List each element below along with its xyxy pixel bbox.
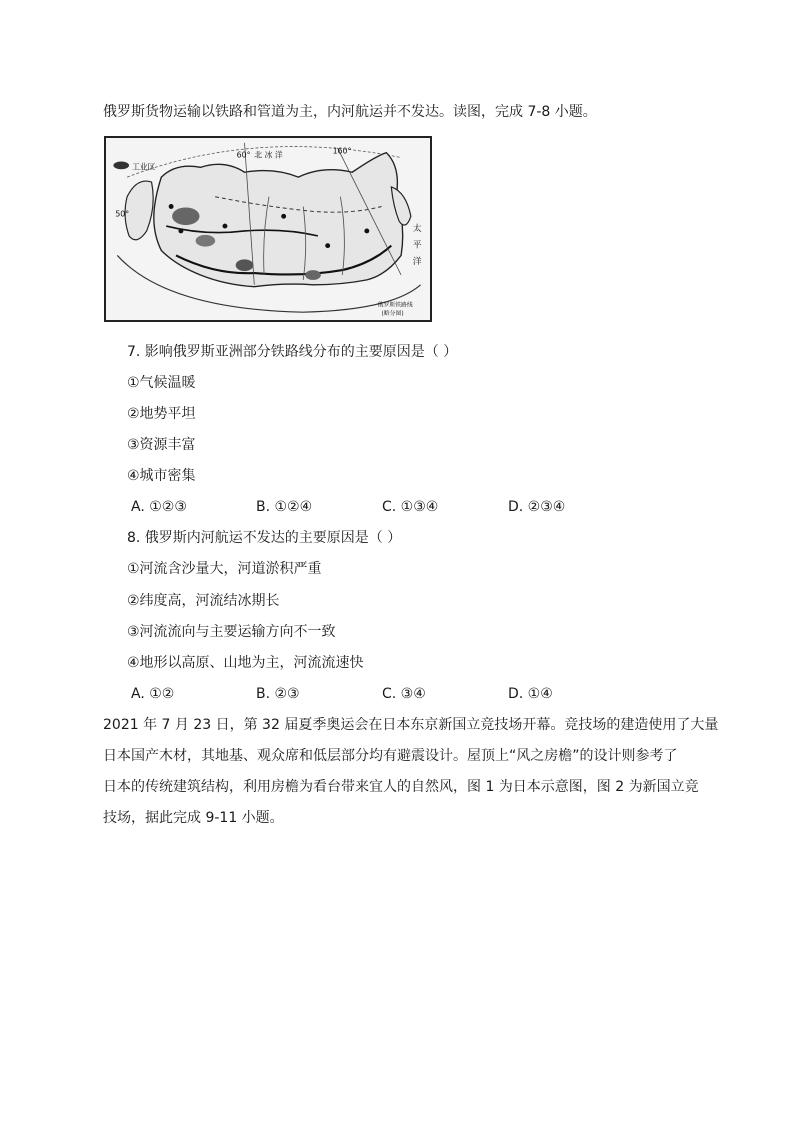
pacific-char-1: 太 — [412, 223, 422, 234]
question-8-stem: 8. 俄罗斯内河航运不发达的主要原因是（ ） — [127, 530, 402, 546]
q8-item-2: ②纬度高，河流结冰期长 — [127, 593, 280, 609]
industrial-legend-swatch — [113, 161, 129, 169]
intro-text: 俄罗斯货物运输以铁路和管道为主，内河航运并不发达。读图，完成 7-8 小题。 — [103, 104, 597, 120]
railway-note-2: (略分图) — [381, 311, 404, 318]
arctic-ocean-label: 北 冰 洋 — [254, 150, 283, 160]
q7-item-2: ②地势平坦 — [127, 406, 196, 422]
q8-item-4: ④地形以高原、山地为主，河流流速快 — [127, 655, 364, 671]
q8-item-1: ①河流含沙量大，河道淤积严重 — [127, 561, 322, 577]
q7-item-1: ①气候温暖 — [127, 375, 196, 391]
passage-line-3: 日本的传统建筑结构，利用房檐为看台带来宜人的自然风，图 1 为日本示意图，图 2 为新国立竞 — [103, 779, 699, 795]
q7-choice-a: A. ①②③ — [131, 499, 187, 515]
q8-choice-c: C. ③④ — [382, 686, 426, 702]
pacific-char-3: 洋 — [412, 257, 422, 268]
q7-choice-c: C. ①③④ — [382, 499, 439, 515]
q7-item-3: ③资源丰富 — [127, 437, 196, 453]
q7-choice-d: D. ②③④ — [508, 499, 566, 515]
q8-choice-b: B. ②③ — [256, 686, 300, 702]
lat-60-label: 60° — [236, 150, 251, 160]
q7-choice-b: B. ①②④ — [256, 499, 313, 515]
map-figure — [106, 138, 430, 320]
passage-line-4: 技场，据此完成 9-11 小题。 — [103, 810, 284, 826]
railway-note-1: 俄罗斯铁路线 — [377, 302, 413, 309]
legend-industrial-label: 工业区 — [131, 162, 156, 172]
pacific-char-2: 平 — [412, 240, 422, 251]
passage-line-2: 日本国产木材，其地基、观众席和低层部分均有避震设计。屋顶上“风之房檐”的设计则参考了 — [103, 748, 678, 764]
q7-item-4: ④城市密集 — [127, 468, 196, 484]
russia-railway-map — [104, 136, 432, 322]
lat-50-label: 50° — [115, 209, 130, 219]
q8-item-3: ③河流流向与主要运输方向不一致 — [127, 624, 336, 640]
question-7-stem: 7. 影响俄罗斯亚洲部分铁路线分布的主要原因是（ ） — [127, 344, 458, 360]
q8-choice-d: D. ①④ — [508, 686, 553, 702]
lon-160-label: 160° — [332, 146, 352, 156]
passage-line-1: 2021 年 7 月 23 日，第 32 届夏季奥运会在日本东京新国立竞技场开幕。竞技场的建造使用了大量 — [103, 717, 719, 733]
q8-choice-a: A. ①② — [131, 686, 175, 702]
